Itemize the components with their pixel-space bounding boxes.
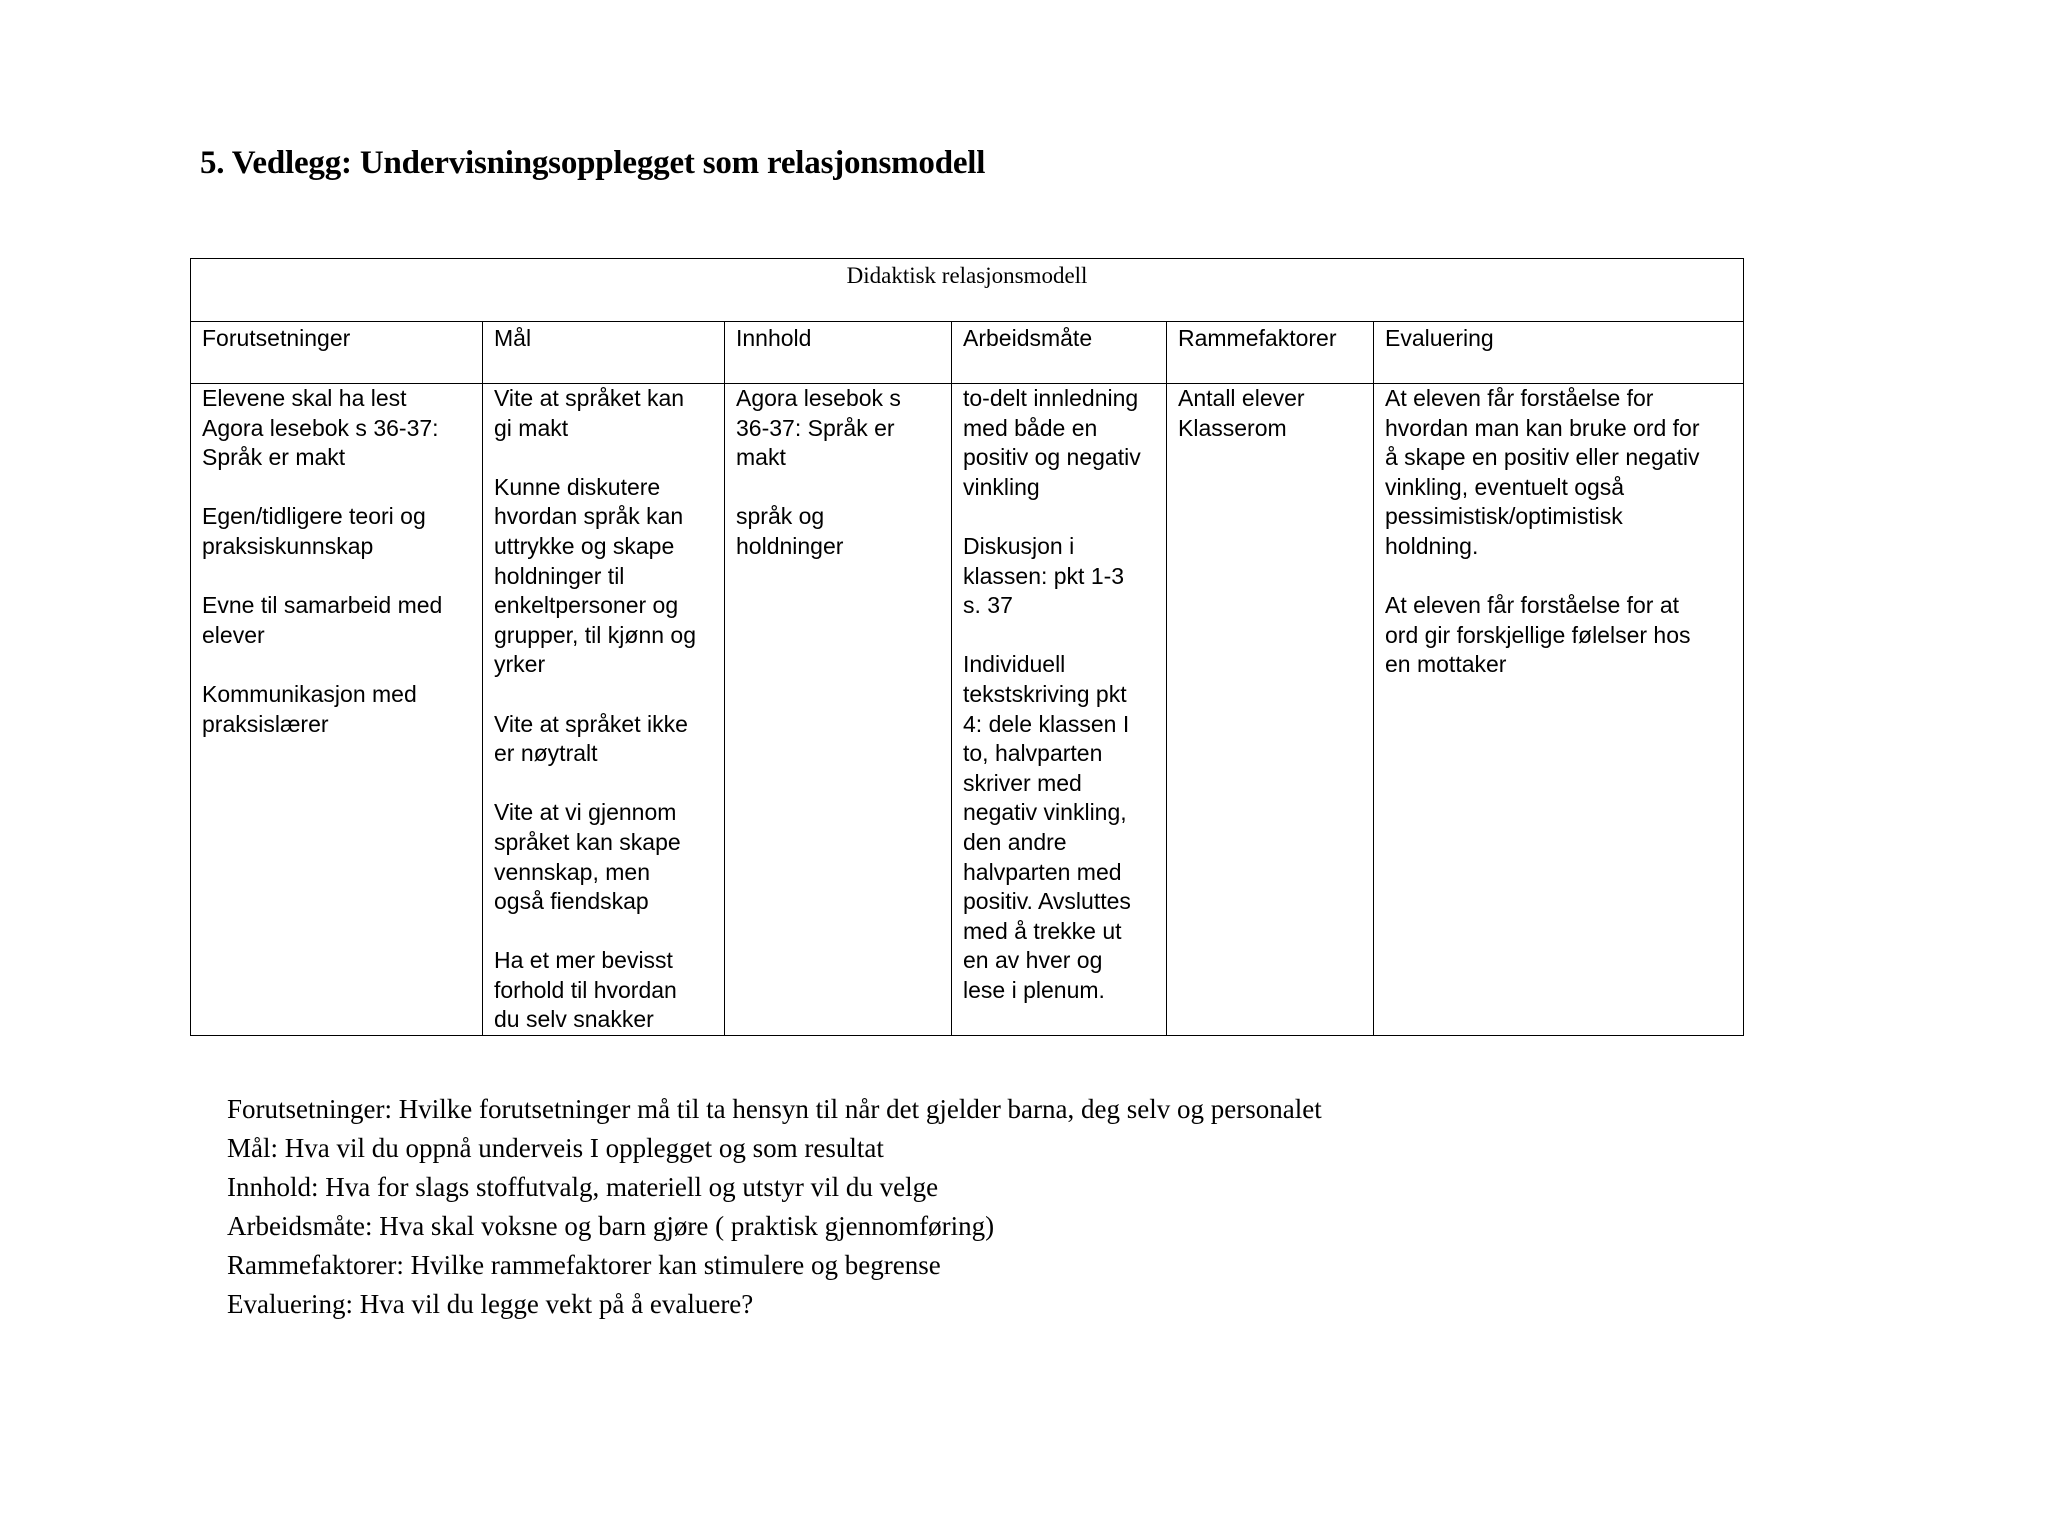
header-evaluering: Evaluering <box>1374 322 1744 384</box>
definition-rammefaktorer: Rammefaktorer: Hvilke rammefaktorer kan stimulere og begrense <box>227 1250 941 1280</box>
table-row <box>191 384 1744 1036</box>
cell-arbeidsmate: to-delt innledning med både en positiv og negativ vinkling Diskusjon i klassen: pkt 1-3 s. 37 Individuell tekstskriving pkt 4: dele klassen I to, halvparten skriver med negativ vinkling, den andre halvparten med positiv. Avsluttes med å trekke ut en av hver og lese i plenum. <box>952 384 1167 1036</box>
header-innhold: Innhold <box>725 322 952 384</box>
table-caption: Didaktisk relasjonsmodell <box>191 259 1744 322</box>
header-arbeidsmate: Arbeidsmåte <box>952 322 1167 384</box>
page-title: 5. Vedlegg: Undervisningsopplegget som relasjonsmodell <box>200 145 986 181</box>
header-rammefaktorer: Rammefaktorer <box>1167 322 1374 384</box>
header-mal: Mål <box>483 322 725 384</box>
definition-mal: Mål: Hva vil du oppnå underveis I opplegget og som resultat <box>227 1133 884 1163</box>
definition-forutsetninger: Forutsetninger: Hvilke forutsetninger må til ta hensyn til når det gjelder barna, deg selv og personalet <box>227 1094 1322 1124</box>
relation-model-table <box>190 258 1744 1036</box>
table-header-row <box>191 322 1744 384</box>
cell-forutsetninger: Elevene skal ha lest Agora lesebok s 36-37: Språk er makt Egen/tidligere teori og praksiskunnskap Evne til samarbeid med elever Kommunikasjon med praksislærer <box>191 384 483 1036</box>
cell-innhold: Agora lesebok s 36-37: Språk er makt språk og holdninger <box>725 384 952 1036</box>
definition-arbeidsmate: Arbeidsmåte: Hva skal voksne og barn gjøre ( praktisk gjennomføring) <box>227 1211 995 1241</box>
definition-evaluering: Evaluering: Hva vil du legge vekt på å evaluere? <box>227 1289 754 1319</box>
table-caption-row <box>191 259 1744 322</box>
definition-innhold: Innhold: Hva for slags stoffutvalg, materiell og utstyr vil du velge <box>227 1172 939 1202</box>
definitions-list <box>227 1090 1322 1324</box>
cell-rammefaktorer: Antall elever Klasserom <box>1167 384 1374 1036</box>
cell-evaluering: At eleven får forståelse for hvordan man kan bruke ord for å skape en positiv eller negativ vinkling, eventuelt også pessimistisk/optimistisk holdning. At eleven får forståelse for at ord gir forskjellige følelser hos en mottaker <box>1374 384 1744 1036</box>
cell-mal: Vite at språket kan gi makt Kunne diskutere hvordan språk kan uttrykke og skape holdninger til enkeltpersoner og grupper, til kjønn og yrker Vite at språket ikke er nøytralt Vite at vi gjennom språket kan skape vennskap, men også fiendskap Ha et mer bevisst forhold til hvordan du selv snakker <box>483 384 725 1036</box>
header-forutsetninger: Forutsetninger <box>191 322 483 384</box>
